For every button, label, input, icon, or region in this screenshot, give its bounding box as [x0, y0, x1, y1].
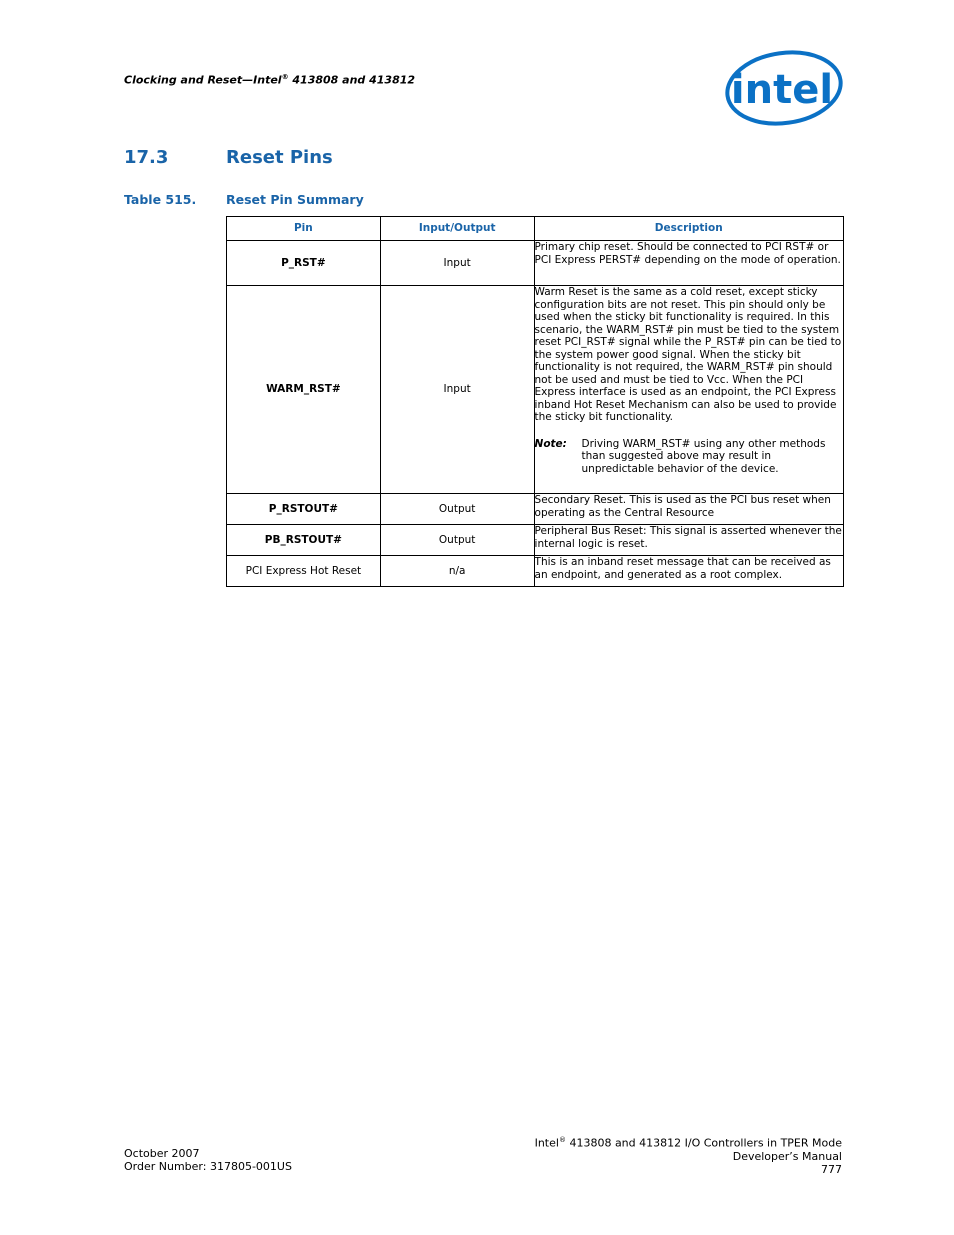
note-text: Driving WARM_RST# using any other methods than suggested above may result in unpredictable behavior of the device.: [581, 437, 826, 475]
description-cell: [534, 286, 843, 494]
footer-date: October 2007: [124, 1147, 200, 1160]
footer-left: [124, 1147, 292, 1173]
footer-doc-title-suffix: 413808 and 413812 I/O Controllers in TPER Mode: [565, 1136, 842, 1150]
section-heading: [124, 147, 333, 168]
io-cell: n/a: [380, 556, 534, 587]
running-header-suffix: 413808 and 413812: [288, 73, 416, 87]
pin-cell: PB_RSTOUT#: [227, 525, 381, 556]
description-cell: Primary chip reset. Should be connected to PCI RST# or PCI Express PERST# depending on the mode of operation.: [534, 241, 843, 286]
io-cell: Input: [380, 241, 534, 286]
footer-order-number: Order Number: 317805-001US: [124, 1160, 292, 1173]
io-cell: Output: [380, 525, 534, 556]
pin-cell: P_RSTOUT#: [227, 494, 381, 525]
registered-mark: ®: [281, 73, 289, 81]
description-cell: Secondary Reset. This is used as the PCI bus reset when operating as the Central Resource: [534, 494, 843, 525]
pin-cell: P_RST#: [227, 241, 381, 286]
io-cell: Input: [380, 286, 534, 494]
table-row: [227, 241, 844, 286]
description-text: Warm Reset is the same as a cold reset, except sticky configuration bits are not reset. This pin should only be used when the sticky bit functionality is required. In this scenario, the WARM_RST# pin must be tied to the system reset PCI_RST# signal while the P_RST# pin can be tied to the system power good signal. When the sticky bit functionality is not required, the WARM_RST# pin should not be used and must be tied to Vcc. When the PCI Express interface is used as an endpoint, the PCI Express inband Hot Reset Mechanism can also be used to provide the sticky bit functionality.: [534, 286, 842, 423]
pin-cell: WARM_RST#: [227, 286, 381, 494]
table-row: [227, 525, 844, 556]
table-number: Table 515.: [124, 192, 197, 207]
footer-page-number: 777: [821, 1162, 842, 1176]
intel-logo: [724, 48, 844, 128]
table-row: [227, 556, 844, 587]
section-title: Reset Pins: [226, 147, 333, 168]
io-cell: Output: [380, 494, 534, 525]
reset-pin-table: [226, 216, 844, 587]
footer-doc-title-prefix: Intel: [534, 1136, 559, 1150]
section-number: 17.3: [124, 147, 169, 168]
footer-right: [535, 1134, 842, 1176]
table-title: Reset Pin Summary: [226, 192, 364, 207]
description-cell: This is an inband reset message that can be received as an endpoint, and generated as a root complex.: [534, 556, 843, 587]
running-header: [124, 73, 415, 87]
footer-doc-title: [535, 1134, 842, 1150]
column-header-pin: Pin: [227, 217, 381, 241]
note-label: Note:: [534, 437, 567, 450]
table-header-row: [227, 217, 844, 241]
column-header-io: Input/Output: [380, 217, 534, 241]
running-header-prefix: Clocking and Reset—Intel: [124, 73, 282, 87]
intel-logo-wordmark: intel: [730, 67, 834, 113]
table-row: [227, 494, 844, 525]
column-header-description: Description: [534, 217, 843, 241]
description-cell: Peripheral Bus Reset: This signal is asserted whenever the internal logic is reset.: [534, 525, 843, 556]
footer-doc-subtitle: Developer’s Manual: [732, 1149, 842, 1163]
note-block: [535, 438, 843, 476]
table-row: [227, 286, 844, 494]
footer-registered-mark: ®: [558, 1136, 566, 1144]
pin-cell: PCI Express Hot Reset: [227, 556, 381, 587]
table-caption: [124, 192, 364, 207]
